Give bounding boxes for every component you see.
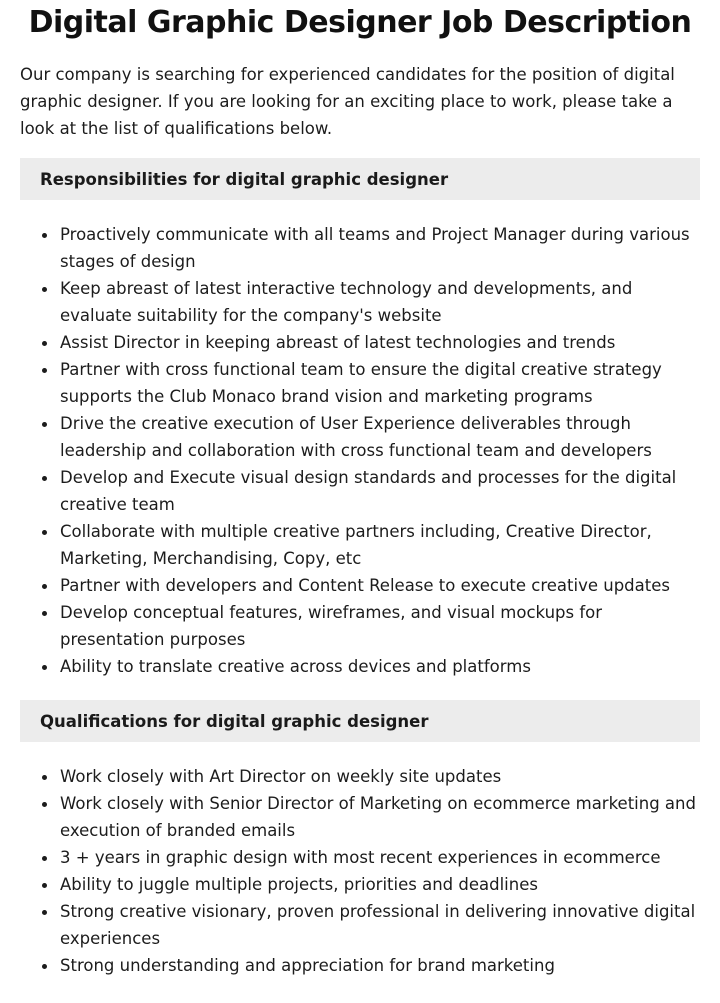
list-item: 3 + years in graphic design with most recent experiences in ecommerce bbox=[60, 844, 700, 871]
list-item: Proactively communicate with all teams and Project Manager during various stages of design bbox=[60, 221, 700, 275]
list-item: Work closely with Senior Director of Marketing on ecommerce marketing and execution of branded emails bbox=[60, 790, 700, 844]
list-item: Strong creative visionary, proven professional in delivering innovative digital experiences bbox=[60, 898, 700, 952]
qualifications-heading: Qualifications for digital graphic designer bbox=[20, 700, 700, 742]
list-item: Partner with developers and Content Release to execute creative updates bbox=[60, 572, 700, 599]
list-item: Ability to translate creative across devices and platforms bbox=[60, 653, 700, 680]
list-item: Drive the creative execution of User Experience deliverables through leadership and collaboration with cross functional team and developers bbox=[60, 410, 700, 464]
list-item: Assist Director in keeping abreast of latest technologies and trends bbox=[60, 329, 700, 356]
list-item: Develop and Execute visual design standards and processes for the digital creative team bbox=[60, 464, 700, 518]
list-item: Collaborate with multiple creative partners including, Creative Director, Marketing, Merchandising, Copy, etc bbox=[60, 518, 700, 572]
list-item: Develop conceptual features, wireframes, and visual mockups for presentation purposes bbox=[60, 599, 700, 653]
list-item: Partner with cross functional team to ensure the digital creative strategy supports the Club Monaco brand vision and marketing programs bbox=[60, 356, 700, 410]
page-title: Digital Graphic Designer Job Description bbox=[28, 5, 692, 40]
list-item: Ability to juggle multiple projects, priorities and deadlines bbox=[60, 871, 700, 898]
responsibilities-heading: Responsibilities for digital graphic designer bbox=[20, 158, 700, 200]
intro-paragraph: Our company is searching for experienced candidates for the position of digital graphic designer. If you are looking for an exciting place to work, please take a look at the list of qualifications below. bbox=[20, 65, 675, 138]
qualifications-list bbox=[20, 763, 700, 979]
list-item: Work closely with Art Director on weekly site updates bbox=[60, 763, 700, 790]
responsibilities-list bbox=[20, 221, 700, 680]
list-item: Strong understanding and appreciation for brand marketing bbox=[60, 952, 700, 979]
list-item: Keep abreast of latest interactive technology and developments, and evaluate suitability for the company's website bbox=[60, 275, 700, 329]
